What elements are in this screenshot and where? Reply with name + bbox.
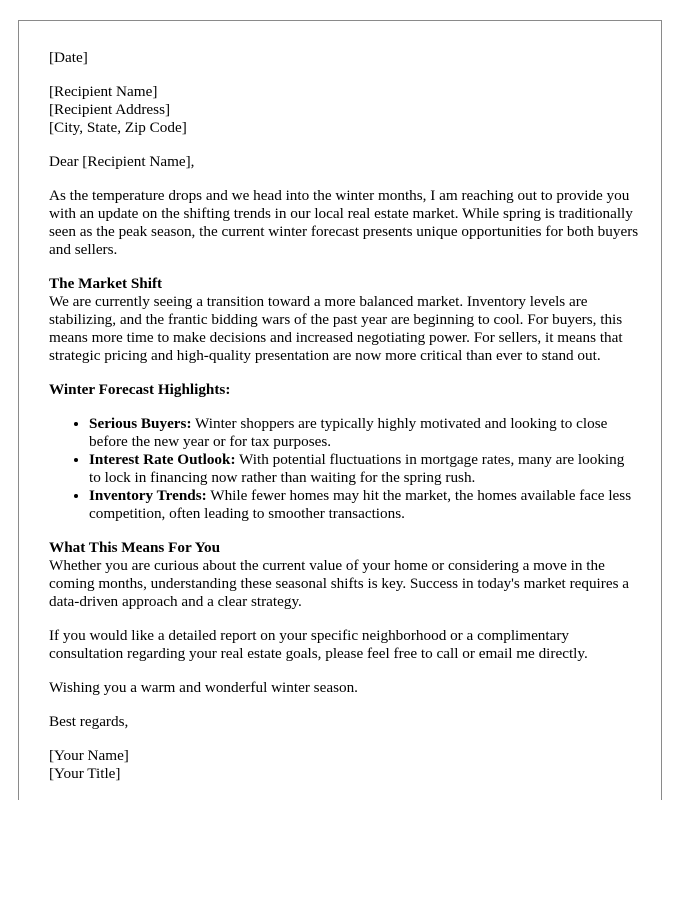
highlights-heading: Winter Forecast Highlights: <box>49 381 231 398</box>
market-shift-heading: The Market Shift <box>49 275 163 292</box>
highlight-text: While fewer homes may hit the market, the homes available face less competition, often leading to smoother transactions. <box>89 487 632 522</box>
market-shift-body: We are currently seeing a transition toward a more balanced market. Inventory levels are stabilizing, and the frantic bidding wars of the past year are beginning to cool. For buyers, this means more time to make decisions and increased negotiating power. For sellers, it means that strategic pricing and high-quality presentation are now more critical than ever to stand out. <box>49 293 623 364</box>
highlights-section <box>49 381 639 399</box>
highlight-term: Inventory Trends: <box>89 487 207 504</box>
market-shift-section <box>49 275 639 365</box>
signature-block <box>49 747 639 783</box>
salutation: Dear [Recipient Name], <box>49 153 195 170</box>
letter-page <box>18 20 662 800</box>
signature-name: [Your Name] <box>49 747 129 764</box>
what-it-means-body: Whether you are curious about the current value of your home or considering a move in the coming months, understanding these seasonal shifts is key. Success in today's market requires a data-driven approach and a clear strategy. <box>49 557 630 610</box>
highlight-text: Winter shoppers are typically highly motivated and looking to close before the new year or for tax purposes. <box>89 415 608 450</box>
what-it-means-heading: What This Means For You <box>49 539 221 556</box>
highlight-term: Interest Rate Outlook: <box>89 451 236 468</box>
highlights-list <box>49 415 639 523</box>
date: [Date] <box>49 49 88 66</box>
list-item <box>89 415 639 451</box>
wish-paragraph: Wishing you a warm and wonderful winter season. <box>49 679 358 696</box>
recipient-block <box>49 83 639 137</box>
highlight-term: Serious Buyers: <box>89 415 192 432</box>
list-item <box>89 451 639 487</box>
recipient-name: [Recipient Name] <box>49 83 158 100</box>
signature-title: [Your Title] <box>49 765 121 782</box>
highlight-text: With potential fluctuations in mortgage rates, many are looking to lock in financing now rather than waiting for the spring rush. <box>89 451 625 486</box>
what-it-means-section <box>49 539 639 611</box>
recipient-city: [City, State, Zip Code] <box>49 119 187 136</box>
intro-paragraph: As the temperature drops and we head into the winter months, I am reaching out to provide you with an update on the shifting trends in our local real estate market. While spring is traditionally seen as the peak season, the current winter forecast presents unique opportunities for both buyers and sellers. <box>49 187 639 258</box>
letter-content <box>49 49 639 799</box>
offer-paragraph: If you would like a detailed report on your specific neighborhood or a complimentary consultation regarding your real estate goals, please feel free to call or email me directly. <box>49 627 588 662</box>
list-item <box>89 487 639 523</box>
recipient-address: [Recipient Address] <box>49 101 171 118</box>
date-line <box>49 49 639 67</box>
closing: Best regards, <box>49 713 129 730</box>
